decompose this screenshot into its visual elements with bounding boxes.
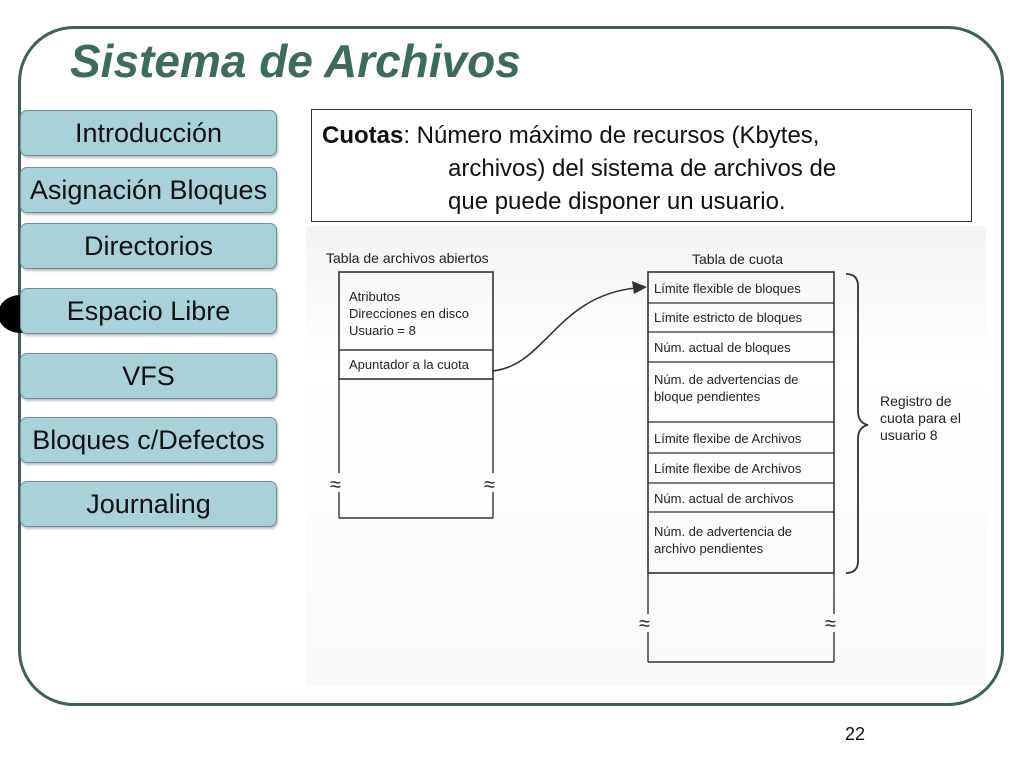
open-files-table-title: Tabla de archivos abiertos: [326, 250, 489, 266]
quota-diagram: [306, 226, 986, 686]
quota-pointer-label: Apuntador a la cuota: [349, 357, 469, 372]
nav-button-directorios[interactable]: Directorios: [20, 223, 277, 269]
nav-button-vfs[interactable]: VFS: [20, 353, 277, 399]
break-symbol-left-1: ≈: [330, 474, 341, 496]
page-number: 22: [845, 724, 866, 744]
quota-row-1: Límite flexible de bloques: [654, 281, 801, 296]
quota-row-8-line-2: archivo pendientes: [654, 541, 764, 556]
brace-label-line-1: Registro de: [880, 393, 952, 409]
record-brace: [846, 274, 868, 573]
quota-row-8-line-1: Núm. de advertencia de: [654, 524, 793, 539]
quota-row-4-line-2: bloque pendientes: [654, 389, 761, 404]
slide-title: Sistema de Archivos: [64, 34, 527, 88]
quota-table-title: Tabla de cuota: [692, 251, 784, 267]
brace-label-line-2: cuota para el: [880, 410, 961, 426]
quota-row-7: Núm. actual de archivos: [654, 491, 794, 506]
nav-button-journaling[interactable]: Journaling: [20, 481, 277, 527]
nav-button-espacio-libre[interactable]: Espacio Libre: [20, 288, 277, 334]
definition-text-1: : Número máximo de recursos (Kbytes,: [403, 122, 820, 149]
nav-button-bloques-defectos[interactable]: Bloques c/Defectos: [20, 417, 277, 463]
quota-row-5: Límite flexibe de Archivos: [654, 431, 802, 446]
quota-row-4-line-1: Núm. de advertencias de: [654, 372, 799, 387]
nav-button-asignacion-bloques[interactable]: Asignación Bloques: [20, 167, 277, 213]
break-symbol-left-2: ≈: [484, 474, 495, 496]
definition-box: [311, 109, 972, 222]
attr-line-direcciones: Direcciones en disco: [349, 306, 469, 321]
quota-row-2: Límite estricto de bloques: [654, 310, 803, 325]
nav-button-introduccion[interactable]: Introducción: [20, 110, 277, 156]
definition-term: Cuotas: [322, 122, 404, 149]
definition-line-3: que puede disponer un usuario.: [448, 188, 786, 215]
pointer-arrow: [492, 288, 636, 371]
attr-line-usuario: Usuario = 8: [349, 323, 416, 338]
definition-line-2: archivos) del sistema de archivos de: [448, 155, 837, 182]
break-symbol-right-2: ≈: [825, 613, 836, 635]
attr-line-atributos: Atributos: [349, 289, 401, 304]
definition-line-1: [322, 122, 819, 150]
quota-row-6: Límite flexibe de Archivos: [654, 461, 802, 476]
break-symbol-right-1: ≈: [639, 613, 650, 635]
quota-row-3: Núm. actual de bloques: [654, 340, 791, 355]
pointer-arrow-head: [632, 281, 647, 294]
brace-label-line-3: usuario 8: [880, 427, 938, 443]
